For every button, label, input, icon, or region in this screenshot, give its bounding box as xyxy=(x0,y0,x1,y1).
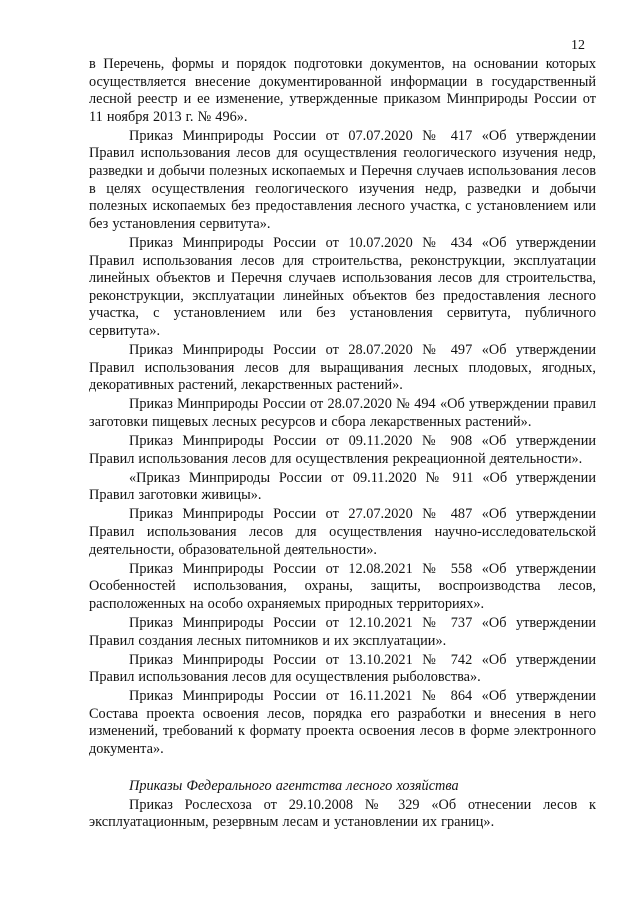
paragraph-order-737: Приказ Минприроды России от 12.10.2021 № 737 «Об утверждении Правил создания лесных питомников и их эксплуатации». xyxy=(89,614,596,649)
paragraph-order-742: Приказ Минприроды России от 13.10.2021 № 742 «Об утверждении Правил использования лесов для осуществления рыболовства». xyxy=(89,651,596,686)
paragraph-order-864: Приказ Минприроды России от 16.11.2021 № 864 «Об утверждении Состава проекта освоения лесов, порядка его разработки и внесения в него изменений, требований к формату проекта освоения лесов в форме электронного документа». xyxy=(89,688,596,758)
section-heading: Приказы Федерального агентства лесного хозяйства xyxy=(129,777,459,794)
paragraph-continuation: в Перечень, формы и порядок подготовки документов, на основании которых осуществляется внесение документированной информации в государственный лесной реестр и ее изменение, утвержденные приказом Минприроды России от 11 ноября 2013 г. № 496». xyxy=(89,56,596,125)
paragraph-order-494: Приказ Минприроды России от 28.07.2020 № 494 «Об утверждении правил заготовки пищевых лесных ресурсов и сбора лекарственных растений». xyxy=(89,396,596,430)
page-number: 12 xyxy=(571,38,585,53)
paragraph-order-434: Приказ Минприроды России от 10.07.2020 № 434 «Об утверждении Правил использования лесов для строительства, реконструкции, эксплуатации линейных объектов и Перечня случаев использования лесов для строительства, реконструкции, эксплуатации линейных объектов без предоставления лесного участка, с установлением или без установления сервитута, публичного сервитута». xyxy=(89,234,596,339)
document-body xyxy=(89,56,596,833)
paragraph-order-558: Приказ Минприроды России от 12.08.2021 № 558 «Об утверждении Особенностей использования, охраны, защиты, воспроизводства лесов, расположенных на особо охраняемых природных территориях». xyxy=(89,560,596,612)
paragraph-order-908: Приказ Минприроды России от 09.11.2020 № 908 «Об утверждении Правил использования лесов для осуществления рекреационной деятельности». xyxy=(89,432,596,467)
paragraph-order-487: Приказ Минприроды России от 27.07.2020 № 487 «Об утверждении Правил использования лесов для осуществления научно-исследовательской деятельности, образовательной деятельности». xyxy=(89,506,596,558)
paragraph-order-417: Приказ Минприроды России от 07.07.2020 № 417 «Об утверждении Правил использования лесов для осуществления геологического изучения недр, разведки и добычи полезных ископаемых и Перечня случаев использования лесов в целях осуществления геологического изучения недр, разведки и добычи полезных ископаемых без предоставления лесного участка, с установлением или без установления сервитута». xyxy=(89,127,596,232)
paragraph-order-329: Приказ Рослесхоза от 29.10.2008 № 329 «Об отнесении лесов к эксплуатационным, резервным лесам и установлении их границ». xyxy=(89,796,596,831)
paragraph-order-911: «Приказ Минприроды России от 09.11.2020 № 911 «Об утверждении Правил заготовки живицы». xyxy=(89,469,596,504)
paragraph-order-497: Приказ Минприроды России от 28.07.2020 № 497 «Об утверждении Правил использования лесов для выращивания лесных плодовых, ягодных, декоративных растений, лекарственных растений». xyxy=(89,342,596,394)
